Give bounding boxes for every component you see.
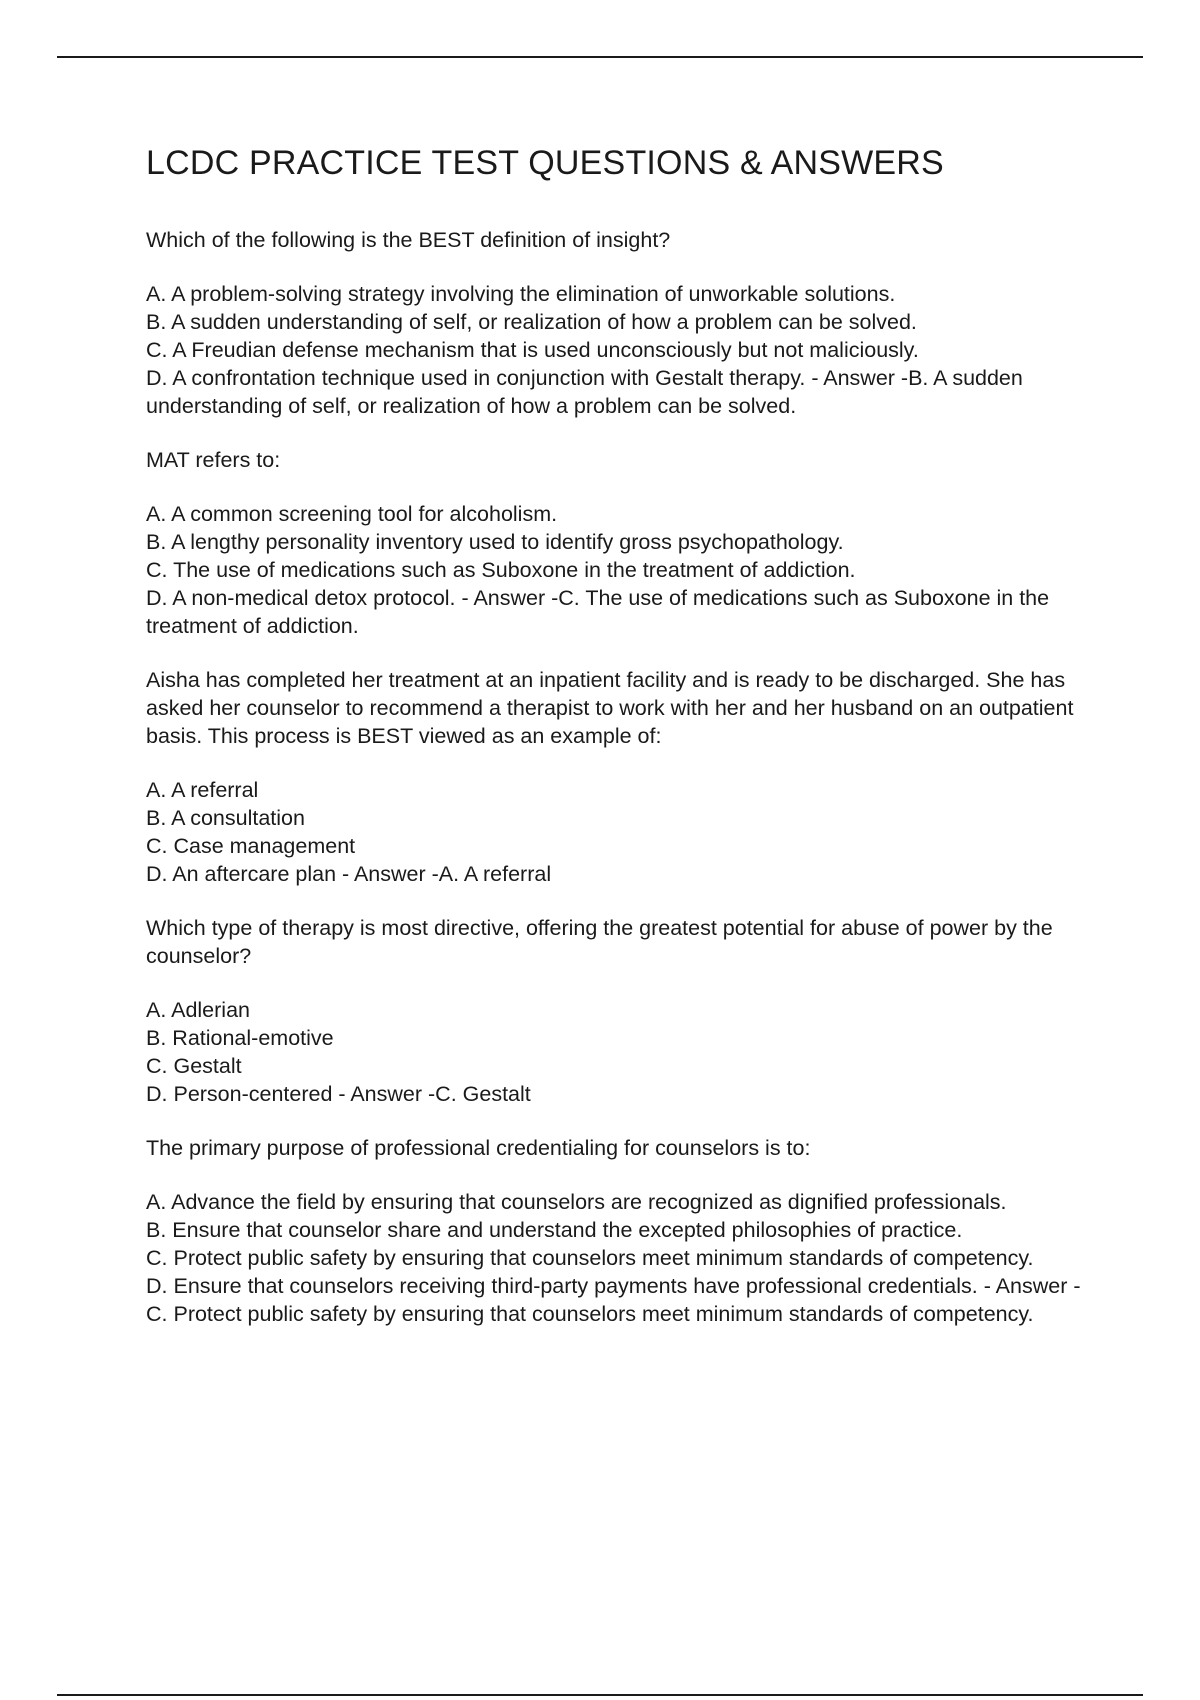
option-b: B. Ensure that counselor share and understand the excepted philosophies of practice. [146, 1218, 963, 1242]
option-d-with-answer: D. An aftercare plan - Answer -A. A referral [146, 862, 552, 886]
option-b: B. A lengthy personality inventory used to identify gross psychopathology. [146, 530, 844, 554]
option-d-with-answer: D. A non-medical detox protocol. - Answer -C. The use of medications such as Suboxone in the treatment of addiction. [146, 586, 1050, 638]
question-block-4 [146, 914, 1096, 1108]
question-block-5 [146, 1134, 1096, 1328]
option-b: B. A consultation [146, 806, 305, 830]
answer-options [146, 500, 1096, 640]
question-prompt: Aisha has completed her treatment at an inpatient facility and is ready to be discharged. She has asked her counselor to recommend a therapist to work with her and her husband on an outpatient basis. This process is BEST viewed as an example of: [146, 668, 1074, 748]
option-d-with-answer: D. Person-centered - Answer -C. Gestalt [146, 1082, 531, 1106]
answer-options [146, 1188, 1096, 1328]
bottom-rule [57, 1694, 1143, 1696]
question-prompt: Which of the following is the BEST definition of insight? [146, 228, 671, 252]
document-title: LCDC PRACTICE TEST QUESTIONS & ANSWERS [146, 144, 944, 182]
option-b: B. A sudden understanding of self, or realization of how a problem can be solved. [146, 310, 917, 334]
question-prompt: MAT refers to: [146, 448, 281, 472]
option-c: C. Protect public safety by ensuring that counselors meet minimum standards of competency. [146, 1246, 1034, 1270]
top-rule [57, 56, 1143, 58]
option-b: B. Rational-emotive [146, 1026, 334, 1050]
option-a: A. A common screening tool for alcoholism. [146, 502, 558, 526]
option-a: A. A referral [146, 778, 259, 802]
option-c: C. Gestalt [146, 1054, 242, 1078]
option-d-with-answer: D. Ensure that counselors receiving third-party payments have professional credentials. - Answer -C. Protect public safety by ensuring that counselors meet minimum standards of competency. [146, 1274, 1081, 1326]
question-block-1 [146, 226, 1096, 420]
answer-options [146, 280, 1096, 420]
option-a: A. Adlerian [146, 998, 250, 1022]
option-a: A. A problem-solving strategy involving the elimination of unworkable solutions. [146, 282, 896, 306]
answer-options [146, 996, 1096, 1108]
question-block-3 [146, 666, 1096, 888]
option-c: C. A Freudian defense mechanism that is used unconsciously but not maliciously. [146, 338, 919, 362]
option-a: A. Advance the field by ensuring that counselors are recognized as dignified professionals. [146, 1190, 1007, 1214]
answer-options [146, 776, 1096, 888]
question-prompt: The primary purpose of professional credentialing for counselors is to: [146, 1136, 811, 1160]
option-d-with-answer: D. A confrontation technique used in conjunction with Gestalt therapy. - Answer -B. A sudden understanding of self, or realization of how a problem can be solved. [146, 366, 1023, 418]
question-prompt: Which type of therapy is most directive, offering the greatest potential for abuse of power by the counselor? [146, 916, 1053, 968]
option-c: C. The use of medications such as Suboxone in the treatment of addiction. [146, 558, 856, 582]
question-block-2 [146, 446, 1096, 640]
option-c: C. Case management [146, 834, 356, 858]
document-body [146, 140, 1096, 1354]
